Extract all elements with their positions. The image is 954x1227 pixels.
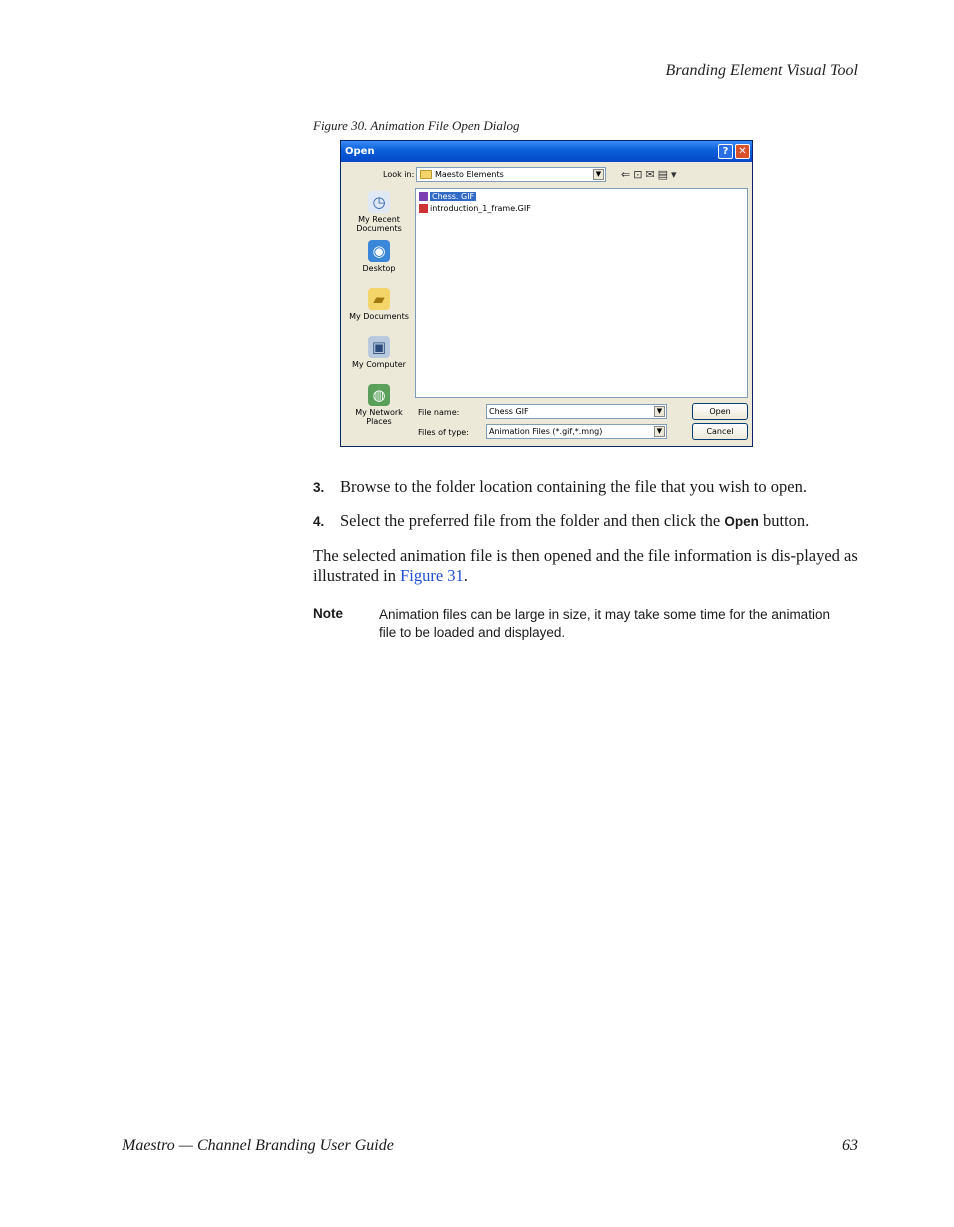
ui-label-open: Open <box>724 514 759 529</box>
gif-file-icon <box>419 204 428 213</box>
file-list-item[interactable]: Chess. GIF <box>418 191 476 202</box>
folder-icon <box>420 170 432 179</box>
dialog-toolbar <box>621 168 680 181</box>
file-name-label: File name: <box>418 408 460 417</box>
place-my-computer[interactable]: ▣ My Computer <box>352 338 406 369</box>
step-number: 4. <box>313 514 325 529</box>
step-4 <box>313 511 809 531</box>
note-label: Note <box>313 606 343 621</box>
view-menu-icon[interactable]: ▤▾ <box>657 168 680 181</box>
look-in-label: Look in: <box>383 170 415 179</box>
file-type-value: Animation Files (*.gif,*.mng) <box>489 427 603 436</box>
new-folder-icon[interactable]: ✉ <box>645 168 658 181</box>
step-text-end: button. <box>758 511 810 530</box>
cancel-button[interactable]: Cancel <box>692 423 748 440</box>
figure-caption: Figure 30. Animation File Open Dialog <box>313 118 520 133</box>
page-number: 63 <box>842 1137 858 1154</box>
chevron-down-icon[interactable]: ▼ <box>654 406 665 417</box>
place-my-documents[interactable]: ▰ My Documents <box>349 290 409 321</box>
places-bar <box>347 188 411 438</box>
body-paragraph: The selected animation file is then opened and the file information is dis-played as illustrated in Figure 31. <box>313 546 858 585</box>
my-documents-icon: ▰ <box>368 288 390 310</box>
running-head-title: Branding Element Visual Tool <box>665 62 858 79</box>
open-button[interactable]: Open <box>692 403 748 420</box>
chevron-down-icon[interactable]: ▼ <box>654 426 665 437</box>
close-button[interactable]: ✕ <box>735 144 750 159</box>
step-text: Browse to the folder location containing the file that you wish to open. <box>340 477 807 496</box>
step-number: 3. <box>313 480 325 495</box>
figure-31-link[interactable]: Figure 31 <box>400 565 464 585</box>
network-places-icon: ◍ <box>368 384 390 406</box>
step-3 <box>313 477 807 497</box>
file-list-item[interactable]: introduction_1_frame.GIF <box>418 203 531 214</box>
my-computer-icon: ▣ <box>368 336 390 358</box>
up-folder-icon[interactable]: ⊡ <box>633 168 646 181</box>
back-arrow-icon[interactable]: ⇐ <box>621 168 634 181</box>
desktop-icon: ◉ <box>368 240 390 262</box>
help-button[interactable]: ? <box>718 144 733 159</box>
place-my-network-places[interactable]: ◍ My Network Places <box>355 386 403 426</box>
recent-documents-icon: ◷ <box>368 191 390 213</box>
footer-doc-title: Maestro — Channel Branding User Guide <box>122 1137 394 1154</box>
dialog-titlebar <box>341 141 752 162</box>
file-name-field[interactable] <box>486 404 667 419</box>
file-list[interactable] <box>415 188 748 398</box>
dialog-title: Open <box>345 146 375 157</box>
step-text: Select the preferred file from the folder and then click the <box>340 511 725 530</box>
gif-file-icon <box>419 192 428 201</box>
note-text: Animation files can be large in size, it may take some time for the animation file to be loaded and displayed. <box>379 607 830 640</box>
look-in-dropdown[interactable] <box>416 167 606 182</box>
file-type-select[interactable] <box>486 424 667 439</box>
look-in-value: Maesto Elements <box>435 170 504 179</box>
place-desktop[interactable]: ◉ Desktop <box>362 242 396 273</box>
place-my-recent-documents[interactable]: ◷ My Recent Documents <box>356 193 402 233</box>
file-type-label: Files of type: <box>418 428 469 437</box>
chevron-down-icon[interactable]: ▼ <box>593 169 604 180</box>
open-file-dialog <box>340 140 753 447</box>
file-name-value: Chess GIF <box>489 407 529 416</box>
